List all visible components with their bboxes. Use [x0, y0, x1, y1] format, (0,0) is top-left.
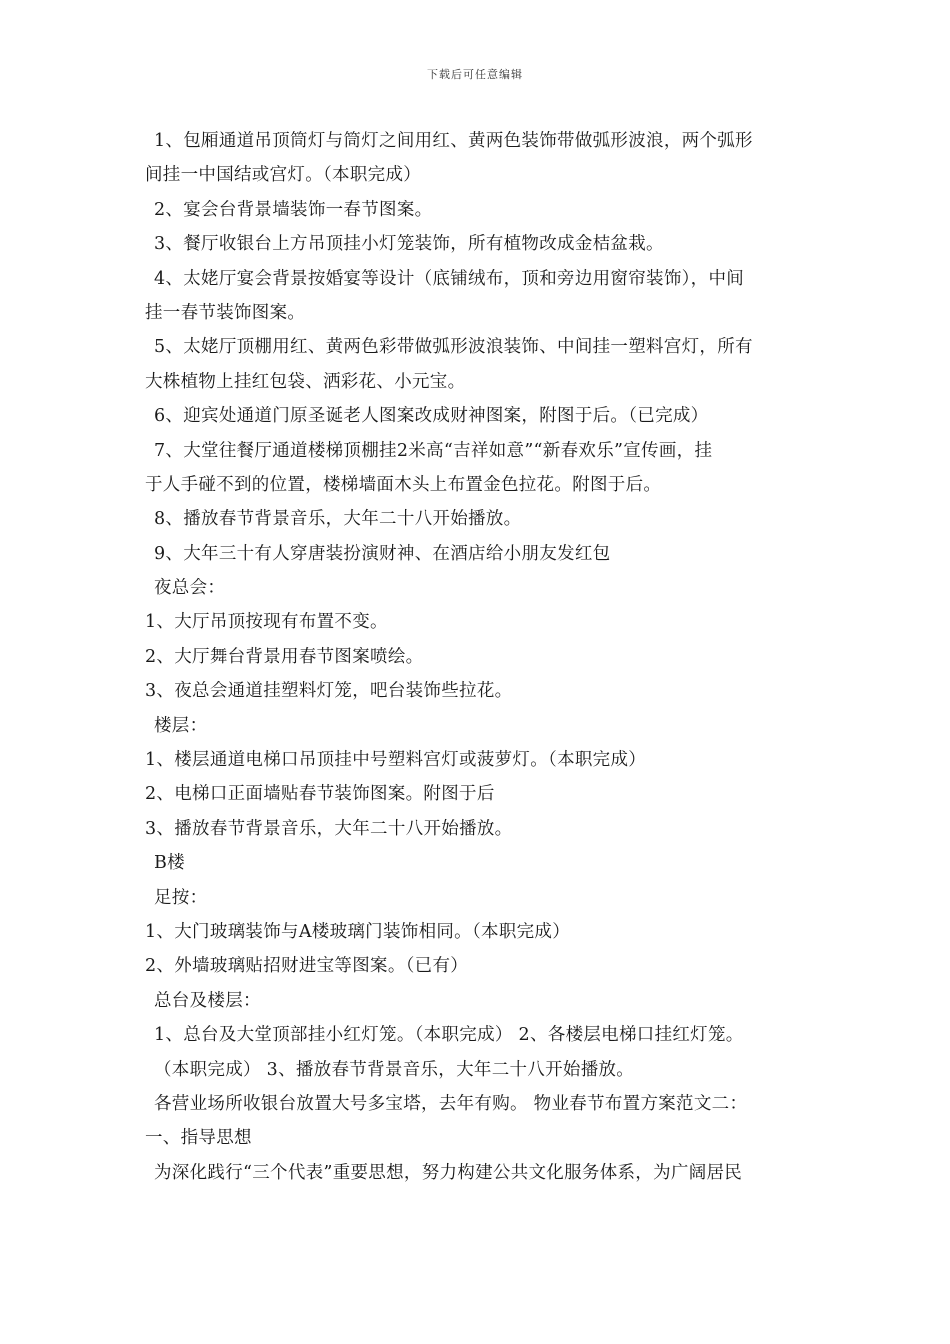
text-line: 1、楼层通道电梯口吊顶挂中号塑料宫灯或菠萝灯。（本职完成）	[145, 750, 647, 771]
text-line: 3、夜总会通道挂塑料灯笼，吧台装饰些拉花。	[145, 681, 513, 702]
text-line: 3、餐厅收银台上方吊顶挂小灯笼装饰，所有植物改成金桔盆栽。	[154, 234, 664, 255]
text-line: 大株植物上挂红包袋、洒彩花、小元宝。	[145, 371, 466, 392]
section-heading: 足按：	[154, 887, 208, 908]
text-line: 4、太姥厅宴会背景按婚宴等设计（底铺绒布，顶和旁边用窗帘装饰），中间	[154, 268, 745, 289]
section-heading: 夜总会：	[154, 578, 226, 599]
text-line: 2、外墙玻璃贴招财进宝等图案。（已有）	[145, 956, 469, 977]
text-line: 为深化践行“三个代表”重要思想，努力构建公共文化服务体系，为广阔居民	[154, 1162, 743, 1183]
text-line: 1、大厅吊顶按现有布置不变。	[145, 612, 388, 633]
text-line: 3、播放春节背景音乐，大年二十八开始播放。	[145, 818, 513, 839]
text-line: 各营业场所收银台放置大号多宝塔，去年有购。 物业春节布置方案范文二：	[154, 1093, 748, 1114]
text-line: 9、大年三十有人穿唐装扮演财神、在酒店给小朋友发红包	[154, 543, 611, 564]
text-line: 1、包厢通道吊顶筒灯与筒灯之间用红、黄两色装饰带做弧形波浪，两个弧形	[154, 131, 753, 151]
text-line: 1、大门玻璃装饰与A楼玻璃门装饰相同。（本职完成）	[145, 921, 571, 942]
document-body	[145, 124, 815, 1190]
text-line: 2、电梯口正面墙贴春节装饰图案。附图于后	[145, 784, 495, 805]
text-line: 7、大堂往餐厅通道楼梯顶棚挂2米高“吉祥如意”“新春欢乐”宣传画，挂	[154, 440, 713, 461]
text-line: 挂一春节装饰图案。	[145, 302, 306, 323]
text-line: 8、播放春节背景音乐，大年二十八开始播放。	[154, 509, 522, 530]
page-header: 下载后可任意编辑	[427, 68, 523, 81]
text-line: 5、太姥厅顶棚用红、黄两色彩带做弧形波浪装饰、中间挂一塑料宫灯，所有	[154, 337, 753, 358]
text-line: 2、大厅舞台背景用春节图案喷绘。	[145, 646, 424, 667]
text-line: 2、宴会台背景墙装饰一春节图案。	[154, 199, 433, 220]
section-heading: B楼	[154, 853, 185, 874]
text-line: 于人手碰不到的位置，楼梯墙面木头上布置金色拉花。附图于后。	[145, 474, 662, 495]
text-line: 1、总台及大堂顶部挂小红灯笼。（本职完成） 2、各楼层电梯口挂红灯笼。	[154, 1025, 744, 1046]
text-line: 6、迎宾处通道门原圣诞老人图案改成财神图案，附图于后。（已完成）	[154, 406, 709, 427]
text-line: 间挂一中国结或宫灯。（本职完成）	[145, 165, 422, 186]
section-heading: 总台及楼层：	[154, 990, 261, 1011]
section-heading: 楼层：	[154, 715, 208, 736]
text-line: （本职完成） 3、播放春节背景音乐，大年二十八开始播放。	[154, 1059, 635, 1080]
section-heading: 一、指导思想	[145, 1128, 252, 1149]
